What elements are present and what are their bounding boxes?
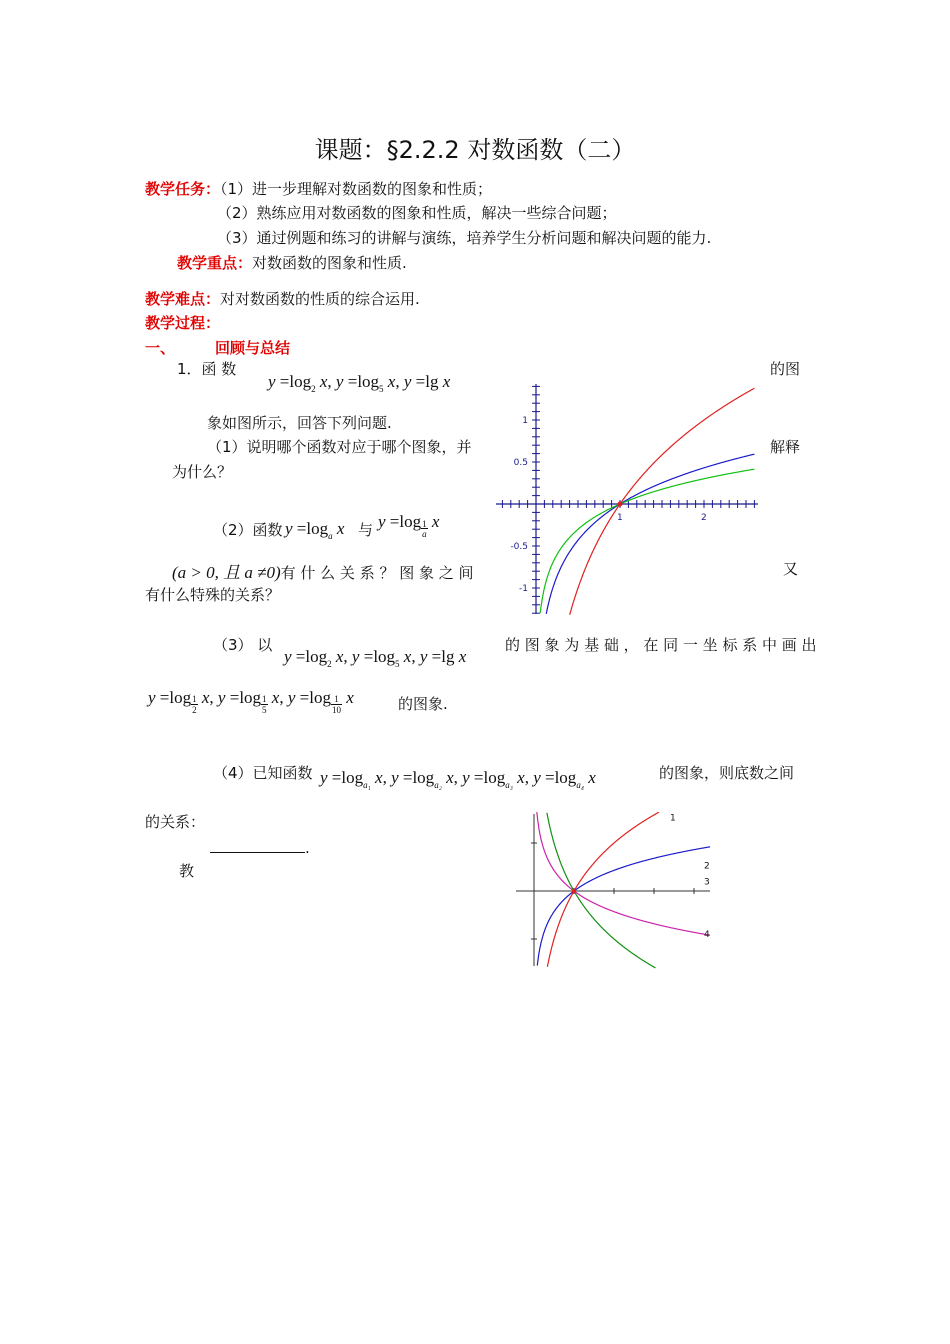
eq-sign: =: [159, 688, 170, 707]
page-title: 课题：§2.2.2 对数函数（二）: [314, 136, 636, 164]
task-item-2: （2）熟练应用对数函数的图象和性质，解决一些综合问题；: [217, 204, 617, 222]
var-y: y: [148, 688, 156, 707]
comma: ,: [453, 768, 458, 787]
base-5: 5: [395, 659, 400, 669]
eq-sign: =: [295, 647, 306, 666]
var-y: y: [378, 512, 386, 531]
tasks-label: 教学任务：: [145, 180, 221, 198]
log-op: log: [357, 372, 380, 391]
var-x: x: [403, 647, 412, 666]
log-op: log: [341, 768, 364, 787]
focus-row: [177, 252, 407, 273]
difficulty-label: 教学难点：: [145, 290, 221, 308]
var-y: y: [287, 688, 296, 707]
var-y: y: [284, 647, 292, 666]
q3-lead: （3） 以: [213, 636, 273, 654]
section-number: 一、: [145, 339, 176, 357]
var-x: x: [458, 647, 467, 666]
log-op: log: [289, 372, 312, 391]
q2-cond-right: 又: [783, 560, 799, 578]
var-x: x: [431, 512, 440, 531]
q1-part1-line2: 为什么？: [172, 463, 233, 481]
var-x: x: [517, 768, 525, 787]
var-x: x: [336, 519, 345, 538]
q3-formula-base: [284, 647, 466, 667]
comma: ,: [382, 768, 387, 787]
curve-label: 2: [704, 861, 710, 872]
fraction-1-over-5: [261, 694, 268, 715]
y-tick-label: -1: [519, 584, 528, 594]
comma: ,: [395, 372, 400, 391]
frac-num: 1: [192, 694, 197, 704]
var-x: x: [446, 768, 454, 787]
tasks-row-1: [145, 178, 492, 199]
frac-den: a: [422, 529, 427, 539]
var-x: x: [201, 688, 210, 707]
q1-part1: （1）说明哪个函数对应于哪个图象，并: [207, 438, 472, 456]
var-y: y: [403, 372, 412, 391]
log-op: log: [306, 519, 329, 538]
focus-label: 教学重点：: [177, 254, 253, 272]
q4-formula: [320, 768, 596, 788]
base-2: 2: [311, 384, 316, 394]
series-line: [540, 469, 754, 613]
series-line: [537, 812, 710, 935]
fraction-1-over-2: [191, 694, 198, 715]
q2-condition: [172, 558, 474, 583]
log-op: log: [239, 688, 262, 707]
eq-sign: =: [389, 512, 400, 531]
q2-cond-math: (a > 0, 且 a ≠0): [172, 563, 281, 582]
intersection-point: [618, 502, 623, 507]
comma: ,: [411, 647, 416, 666]
eq-sign: =: [279, 372, 290, 391]
x-tick-label: 2: [701, 513, 707, 523]
base-a2: a₂: [434, 780, 442, 790]
lg-op: lg: [441, 647, 455, 666]
var-y: y: [285, 519, 293, 538]
frac-num: 1: [334, 694, 339, 704]
log-op: log: [412, 768, 435, 787]
base-2: 2: [327, 659, 332, 669]
var-x: x: [588, 768, 596, 787]
y-tick-label: 1: [522, 416, 528, 426]
var-y: y: [419, 647, 428, 666]
q4-tail: 的图象，则底数之间: [659, 764, 795, 782]
log-op: log: [399, 512, 422, 531]
curve-label: 4: [704, 930, 710, 941]
base-a: a: [328, 531, 333, 541]
q1-tail: 的图: [770, 360, 801, 378]
base-a3: a₃: [505, 780, 513, 790]
frac-den: 2: [192, 705, 197, 715]
frac-den: 5: [262, 705, 267, 715]
var-y: y: [462, 768, 470, 787]
comma: ,: [343, 647, 348, 666]
log-op: log: [483, 768, 506, 787]
comma: ,: [327, 372, 332, 391]
curve-label: 1: [670, 813, 676, 824]
q2-mid: 与: [358, 521, 374, 539]
base-a4: a₄: [576, 780, 584, 790]
var-x: x: [346, 688, 354, 707]
q2-formula-a: [285, 519, 344, 539]
q4-line2: 的关系：: [145, 813, 206, 831]
y-tick-label: -0.5: [510, 542, 528, 552]
var-x: x: [319, 372, 328, 391]
log-graph-1: [490, 380, 770, 620]
eq-sign: =: [431, 647, 442, 666]
log-op: log: [305, 647, 328, 666]
difficulty-row: [145, 288, 420, 309]
log-op: log: [309, 688, 331, 707]
log-graph-2: [510, 812, 730, 970]
var-y: y: [391, 768, 399, 787]
var-y: y: [320, 768, 328, 787]
answer-dot: .: [305, 839, 310, 857]
log-op: log: [373, 647, 396, 666]
comma: ,: [279, 688, 284, 707]
lg-op: lg: [425, 372, 439, 391]
var-y: y: [217, 688, 226, 707]
q3-end: 的图象.: [398, 695, 448, 713]
q1-line2: 象如图所示，回答下列问题.: [207, 414, 392, 432]
frac-num: 1: [262, 694, 267, 704]
answer-blank-row: [210, 836, 310, 857]
difficulty-text: 对对数函数的性质的综合运用.: [220, 290, 420, 308]
q2-formula-b: [378, 512, 439, 539]
curve-label: 3: [704, 877, 710, 888]
var-x: x: [271, 688, 280, 707]
task-item-3: （3）通过例题和练习的讲解与演练，培养学生分析问题和解决问题的能力.: [217, 229, 712, 247]
q1-formula: [268, 372, 450, 392]
var-x: x: [442, 372, 451, 391]
q3-formula-recip: [148, 688, 354, 715]
eq-sign: =: [296, 519, 307, 538]
frac-den: 10: [331, 705, 341, 715]
series-line: [547, 812, 659, 967]
eq-sign: =: [544, 768, 555, 787]
eq-sign: =: [347, 372, 358, 391]
comma: ,: [209, 688, 214, 707]
truncated-text: 教: [179, 862, 195, 880]
log-op: log: [554, 768, 577, 787]
var-y: y: [533, 768, 541, 787]
var-y: y: [268, 372, 276, 391]
comma: ,: [524, 768, 529, 787]
q2-line2: 有什么特殊的关系？: [145, 586, 281, 604]
eq-sign: =: [363, 647, 374, 666]
section-title: 回顾与总结: [215, 339, 291, 357]
y-tick-label: 0.5: [513, 458, 528, 468]
answer-blank[interactable]: [210, 836, 305, 853]
q2-cond-text: 有 什 么 关 系 ？ 图 象 之 间: [280, 564, 474, 582]
var-y: y: [335, 372, 344, 391]
x-tick-label: 1: [617, 513, 623, 523]
var-x: x: [387, 372, 396, 391]
series-line: [537, 847, 710, 966]
var-y: y: [351, 647, 360, 666]
q1-part1-right: 解释: [770, 438, 801, 456]
task-item-1: （1）进一步理解对数函数的图象和性质；: [220, 180, 493, 198]
process-label: 教学过程：: [145, 314, 221, 332]
q4-lead: （4）已知函数: [213, 764, 313, 782]
series-line: [547, 813, 656, 968]
log-op: log: [169, 688, 192, 707]
base-5: 5: [379, 384, 384, 394]
section-heading: [145, 337, 290, 358]
q1-lead: 1．函 数: [177, 360, 237, 378]
eq-sign: =: [229, 688, 240, 707]
eq-sign: =: [331, 768, 342, 787]
fraction-1-over-10: [331, 694, 342, 715]
eq-sign: =: [473, 768, 484, 787]
frac-num: 1: [422, 519, 427, 529]
base-a1: a₁: [363, 780, 371, 790]
fraction-1-over-a: [421, 519, 428, 539]
eq-sign: =: [299, 688, 310, 707]
focus-text: 对数函数的图象和性质.: [252, 254, 407, 272]
eq-sign: =: [415, 372, 426, 391]
intersection-point: [572, 889, 576, 893]
q2-lead: （2）函数: [213, 521, 283, 539]
eq-sign: =: [402, 768, 413, 787]
q3-tail: 的 图 象 为 基 础 ， 在 同 一 坐 标 系 中 画 出: [505, 636, 817, 654]
var-x: x: [335, 647, 344, 666]
var-x: x: [375, 768, 383, 787]
